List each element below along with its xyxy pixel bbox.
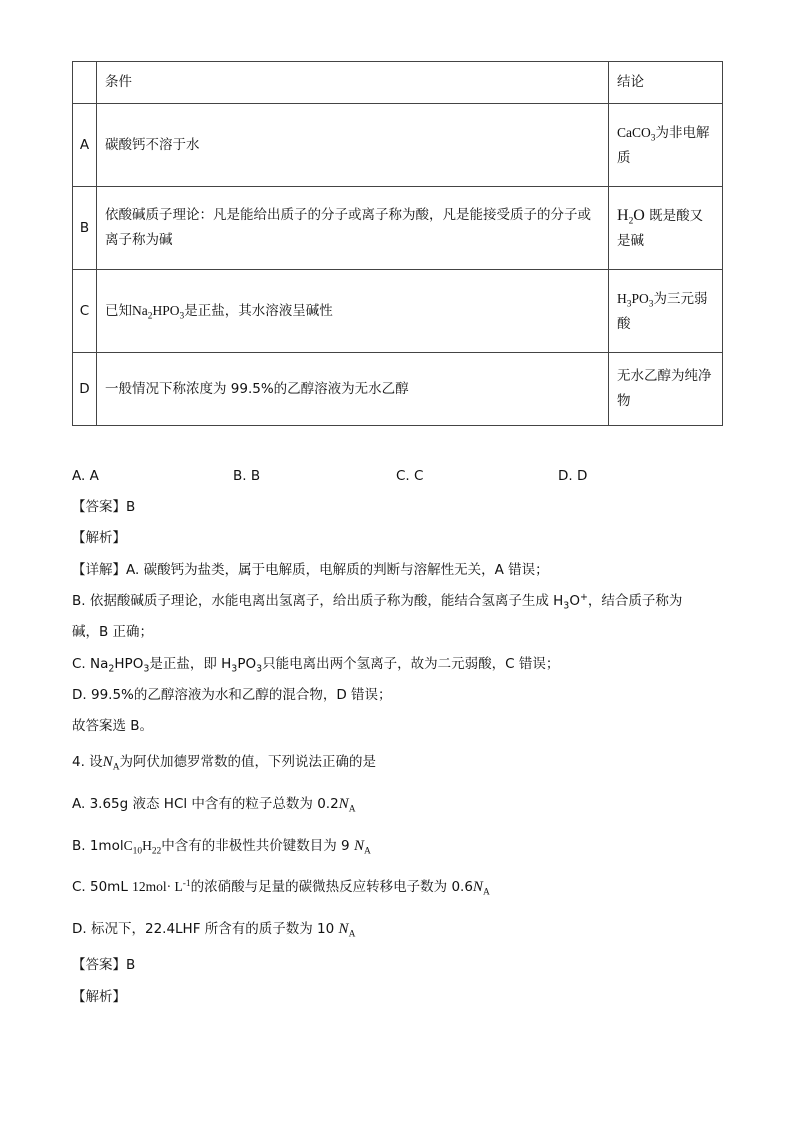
row-condition: 依酸碱质子理论：凡是能给出质子的分子或离子称为酸，凡是能接受质子的分子或离子称为碱: [97, 187, 609, 270]
question-3-table: [72, 61, 723, 426]
table-row: [73, 187, 723, 270]
row-letter: A: [73, 104, 97, 187]
row-conclusion: $H_3PO_3$为三元弱酸: [609, 270, 723, 353]
q3-option-c: C. C: [396, 468, 424, 484]
q3-option-a: A. A: [72, 468, 99, 484]
table-header-row: [73, 62, 723, 104]
q4-analysis-tag: 【解析】: [72, 989, 126, 1005]
row-conclusion: CaCO$_3$为非电解质: [609, 104, 723, 187]
row-condition: 一般情况下称浓度为 99.5%的乙醇溶液为无水乙醇: [97, 353, 609, 426]
header-empty-cell: [73, 62, 97, 104]
table-row: [73, 104, 723, 187]
table-row: [73, 353, 723, 426]
row-letter: C: [73, 270, 97, 353]
q4-stem: 4. 设$N_A$为阿伏加德罗常数的值，下列说法正确的是: [72, 754, 377, 773]
row-letter: B: [73, 187, 97, 270]
header-conclusion: 结论: [609, 62, 723, 104]
row-conclusion: 无水乙醇为纯净物: [609, 353, 723, 426]
q3-detail-line-6: 故答案选 B。: [72, 718, 154, 734]
row-condition: 已知$Na_2HPO_3$是正盐，其水溶液呈碱性: [97, 270, 609, 353]
q3-detail-line-3: 碱，B 正确；: [72, 624, 154, 640]
q3-detail-line-4: C. $Na_2HPO_3$是正盐，即 $H_3PO_3$只能电离出两个氢离子，故为二元弱酸，C 错误；: [72, 656, 560, 675]
q4-option-d: D. 标况下，22.4LHF 所含有的质子数为 10 $N_A$: [72, 921, 356, 940]
row-conclusion: $H_2O$ 既是酸又是碱: [609, 187, 723, 270]
table-row: [73, 270, 723, 353]
q3-detail-line-2: B. 依据酸碱质子理论，水能电离出氢离子，给出质子称为酸，能结合氢离子生成 $H_3O^+$，结合质子称为: [72, 591, 683, 612]
q3-option-b: B. B: [233, 468, 261, 484]
row-condition: 碳酸钙不溶于水: [97, 104, 609, 187]
q4-option-b: B. $1molC_{10}H_{22}$中含有的非极性共价键数目为 9 $N_A$: [72, 838, 371, 857]
q3-analysis-tag: 【解析】: [72, 530, 126, 546]
q3-option-d: D. D: [558, 468, 588, 484]
q3-detail-line-1: 【详解】A. 碳酸钙为盐类，属于电解质，电解质的判断与溶解性无关，A 错误；: [72, 562, 549, 578]
q3-detail-line-5: D. 99.5%的乙醇溶液为水和乙醇的混合物，D 错误；: [72, 687, 392, 703]
row-letter: D: [73, 353, 97, 426]
q4-answer: 【答案】B: [72, 957, 136, 973]
q4-option-c: C. 50mL $12mol\cdot L^{-1}$的浓硝酸与足量的碳微热反应转移电子数为 $0.6N_A$: [72, 878, 490, 898]
q3-answer: 【答案】B: [72, 499, 136, 515]
q4-option-a: A. 3.65g 液态 HCl 中含有的粒子总数为 $0.2N_A$: [72, 796, 356, 815]
header-condition: 条件: [97, 62, 609, 104]
